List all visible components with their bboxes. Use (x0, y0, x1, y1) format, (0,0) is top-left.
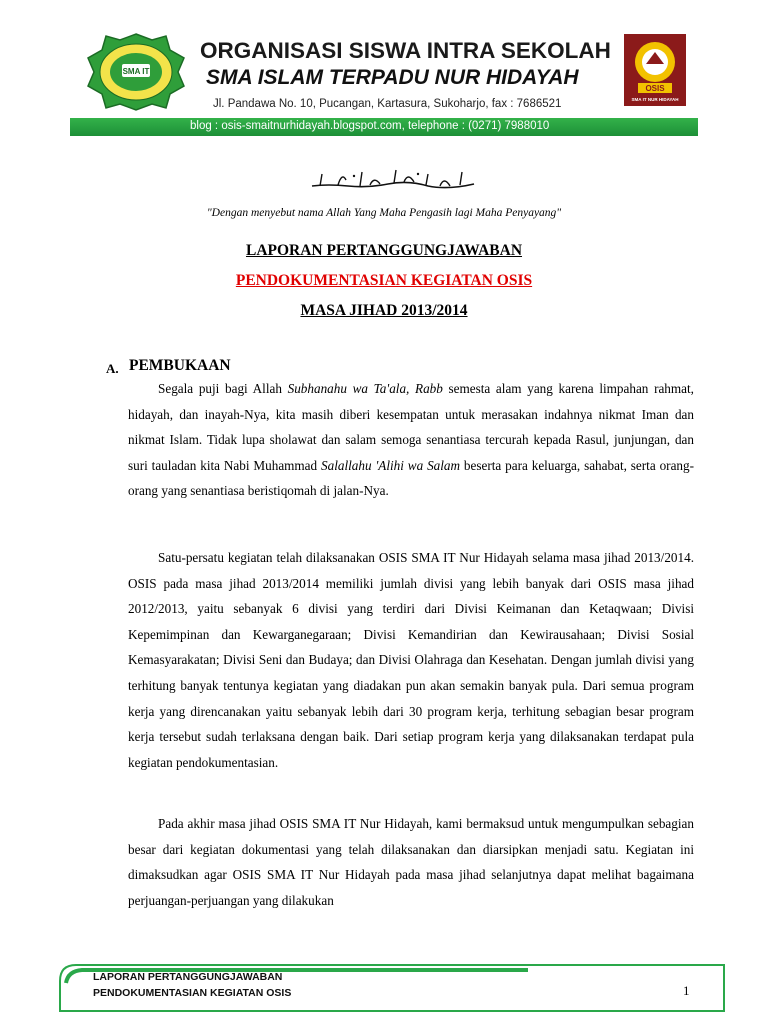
school-emblem-icon (86, 32, 186, 112)
org-name: ORGANISASI SISWA INTRA SEKOLAH (200, 38, 611, 63)
paragraph-activities: Satu-persatu kegiatan telah dilaksanakan OSIS SMA IT Nur Hidayah selama masa jihad 2013/2014. OSIS pada masa jihad 2013/2014 memiliki jumlah divisi yang lebih banyak dari OSIS masa jihad 2012/2013, yaitu sebanyak 6 divisi yang terdiri dari Divisi Keimanan dan Ketaqwaan; Divisi Kepemimpinan dan Kewarganegaraan; Divisi Kemandirian dan Kewirausahaan; Divisi Sosial Kemasyarakatan; Divisi Seni dan Budaya; dan Divisi Olahraga dan Kesehatan. Dengan jumlah divisi yang terhitung banyak tentunya kegiatan yang diadakan pun akan semakin banyak pula. Dari semua program kerja yang direncanakan yaitu sebanyak lebih dari 30 program kerja, terhitung sebagian besar program kerja tersebut sudah terlaksana dengan baik. Dari setiap program kerja yang dilaksanakan terdapat pula kegiatan pendokumentasian. (128, 550, 694, 770)
right-logo-subtext: SMA IT NUR HIDAYAH (631, 97, 679, 102)
page-number: 1 (683, 983, 690, 998)
blog-line: blog : osis-smaitnurhidayah.blogspot.com, telephone : (0271) 7988010 (190, 120, 550, 132)
school-name: SMA ISLAM TERPADU NUR HIDAYAH (206, 66, 579, 89)
osis-emblem-icon (624, 34, 686, 106)
footer-title (93, 969, 291, 1001)
report-title: LAPORAN PERTANGGUNGJAWABAN (245, 242, 523, 259)
report-subtitle: PENDOKUMENTASIAN KEGIATAN OSIS (235, 272, 533, 289)
paragraph-opening: Segala puji bagi Allah Subhanahu wa Ta'ala, Rabb semesta alam yang karena limpahan rahmat, hidayah, dan inayah-Nya, kita masih diberi kesempatan untuk merasakan indahnya nikmat Iman dan nikmat Islam. Tidak lupa sholawat dan salam semoga senantiasa tercurah kepada Rasul, junjungan, dan suri tauladan kita Nabi Muhammad Salallahu 'Alihi wa Salam beserta para keluarga, sahabat, serta orang-orang yang senantiasa beristiqomah di jalan-Nya. (128, 381, 694, 499)
left-logo-text: SMA IT (122, 67, 150, 76)
basmalah-calligraphy (308, 166, 478, 192)
right-logo-text: OSIS (645, 84, 665, 93)
footer-line-1: LAPORAN PERTANGGUNGJAWABAN (93, 971, 283, 983)
basmalah-translation: "Dengan menyebut nama Allah Yang Maha Pengasih lagi Maha Penyayang" (206, 207, 562, 219)
paragraph-purpose: Pada akhir masa jihad OSIS SMA IT Nur Hidayah, kami bermaksud untuk mengumpulkan sebagian besar dari kegiatan dokumentasi yang telah dilaksanakan dan diarsipkan menjadi satu. Kegiatan ini dimaksudkan agar OSIS SMA IT Nur Hidayah pada masa jihad selanjutnya dapat melihat bagaimana perjuangan-perjuangan yang dilakukan (128, 816, 694, 908)
footer-line-2: PENDOKUMENTASIAN KEGIATAN OSIS (93, 987, 292, 999)
report-period: MASA JIHAD 2013/2014 (300, 302, 468, 319)
letterhead-bar (70, 118, 698, 136)
section-heading: PEMBUKAAN (129, 357, 231, 374)
section-letter: A. (106, 361, 119, 376)
school-address: Jl. Pandawa No. 10, Pucangan, Kartasura, Sukoharjo, fax : 7686521 (213, 98, 562, 110)
